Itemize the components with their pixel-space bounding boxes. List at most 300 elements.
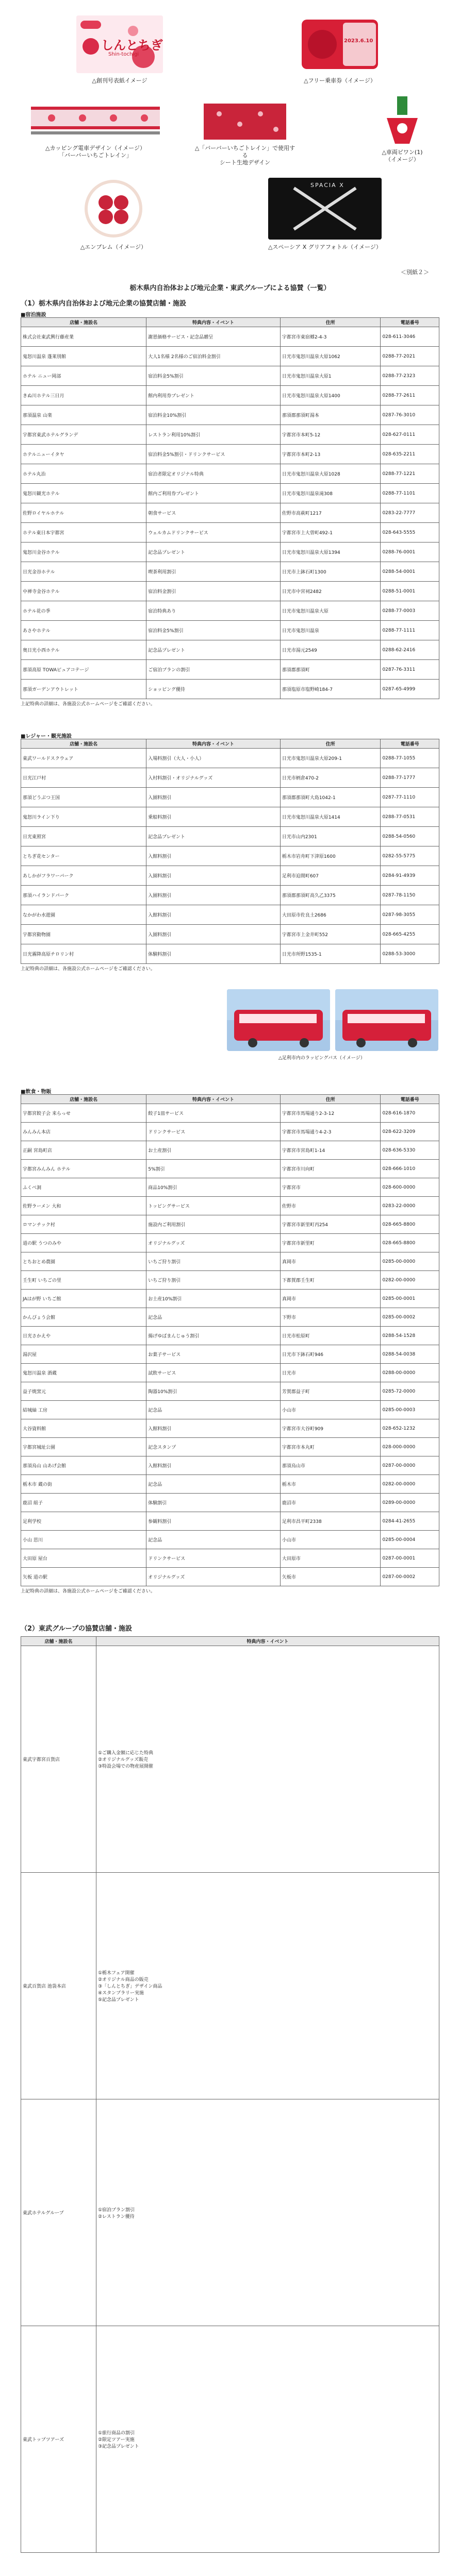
tobu-tbody — [21, 1646, 439, 2553]
emblem-art — [83, 178, 144, 240]
food-cell: 5%割引 — [146, 1160, 281, 1178]
leisure-cell: 大田原市佐良土2686 — [280, 905, 381, 925]
lodging-cell: 0288-54-0001 — [381, 562, 439, 582]
food-cell: 0288-00-0000 — [381, 1364, 439, 1382]
food-row — [21, 1327, 439, 1345]
food-cell: 矢板市 — [280, 1568, 381, 1586]
lodging-cell: 館内利用券プレゼント — [146, 386, 281, 405]
leisure-cell: 0284-91-4939 — [381, 866, 439, 886]
lodging-cell: 奥日光小西ホテル — [21, 640, 146, 660]
lodging-cell: 株式会社東武興行藤産業 — [21, 327, 146, 347]
food-cell: 宇都宮市新里町 — [280, 1234, 381, 1252]
food-cell: 028-622-3209 — [381, 1123, 439, 1141]
lodging-cell: 日光市鬼怒川温泉大原1394 — [280, 543, 381, 562]
lodging-cell: 0288-77-2323 — [381, 366, 439, 386]
food-cell: 佐野ラーメン 大和 — [21, 1197, 146, 1215]
food-cell: 益子焼窯元 — [21, 1382, 146, 1401]
bus-photo-caption: △足利市内のラッピングバス（イメージ） — [278, 1056, 365, 1061]
lodging-cell: 日光市鬼怒川温泉大原1028 — [280, 464, 381, 484]
bus-art-2 — [335, 989, 438, 1051]
tobu-header-row — [21, 1637, 439, 1646]
food-cell: お土産10%割引 — [146, 1290, 281, 1308]
leisure-cell: 0287-98-3055 — [381, 905, 439, 925]
lodging-cell: ホテル東日本宇都宮 — [21, 523, 146, 543]
lodging-row — [21, 660, 439, 680]
food-cell: 大谷資料館 — [21, 1419, 146, 1438]
food-cell: 小山市 — [280, 1401, 381, 1419]
lodging-cell: 0288-77-2021 — [381, 347, 439, 366]
free-ticket-art — [297, 15, 383, 73]
food-row — [21, 1419, 439, 1438]
seat-design-art — [193, 100, 297, 142]
leisure-cell: 0288-77-0531 — [381, 807, 439, 827]
tobu-table — [21, 1636, 439, 2553]
lodging-row — [21, 464, 439, 484]
leisure-cell: 日光江戸村 — [21, 768, 146, 788]
food-row — [21, 1456, 439, 1475]
leisure-cell: 那須ハイランドパーク — [21, 886, 146, 905]
food-cell: みんみん本店 — [21, 1123, 146, 1141]
food-row — [21, 1234, 439, 1252]
leisure-cell: とちぎ花センター — [21, 846, 146, 866]
food-cell: 日光市松原町 — [280, 1327, 381, 1345]
food-cell: 記念品 — [146, 1308, 281, 1327]
lodging-note: 上記特典の詳細は、各施設公式ホームページをご確認ください。 — [21, 702, 155, 707]
free-ticket-image — [297, 15, 383, 73]
food-cell: 記念スタンプ — [146, 1438, 281, 1456]
lodging-row — [21, 601, 439, 621]
food-cell: いちご狩り割引 — [146, 1252, 281, 1271]
leisure-cell: 日光市所野1535-1 — [280, 944, 381, 964]
leisure-cell: 那須郡那須町高久乙3375 — [280, 886, 381, 905]
leisure-cell: 日光霧降高原チロリン村 — [21, 944, 146, 964]
leisure-cell: 那須郡那須町大島1042-1 — [280, 788, 381, 807]
lodging-header-cell: 店舗・施設名 — [21, 318, 146, 327]
lodging-cell: 那須温泉 山楽 — [21, 405, 146, 425]
food-cell: 0284-41-2655 — [381, 1512, 439, 1531]
food-cell: 宇都宮市大谷町909 — [280, 1419, 381, 1438]
leisure-cell: 記念品プレゼント — [146, 827, 281, 846]
lodging-row — [21, 621, 439, 640]
lodging-cell: 宿泊料金10%割引 — [146, 405, 281, 425]
food-row — [21, 1215, 439, 1234]
food-row — [21, 1438, 439, 1456]
food-cell: 記念品 — [146, 1475, 281, 1494]
food-cell: 028-616-1870 — [381, 1104, 439, 1123]
food-cell: トッピングサービス — [146, 1197, 281, 1215]
lodging-cell: 0288-51-0001 — [381, 582, 439, 601]
food-cell: 0285-00-0001 — [381, 1290, 439, 1308]
food-cell: 小山市 — [280, 1531, 381, 1549]
food-cell: 入館料割引 — [146, 1456, 281, 1475]
tobu-cell: ①栃木フェア開催 ②オリジナル商品の販売 ③「しんとちぎ」デザイン商品 ④スタンプラリー実施 ⑤記念品プレゼント — [96, 1873, 439, 2099]
lodging-row — [21, 523, 439, 543]
leisure-header-cell: 店舗・施設名 — [21, 739, 146, 749]
leisure-cell: 日光市鬼怒川温泉大原209-1 — [280, 749, 381, 768]
lodging-cell: 0288-77-0003 — [381, 601, 439, 621]
magazine-cover-card — [76, 15, 163, 84]
lodging-cell: 館内ご利用券プレゼント — [146, 484, 281, 503]
lodging-cell: 0288-77-1111 — [381, 621, 439, 640]
lodging-cell: 記念品プレゼント — [146, 640, 281, 660]
tobu-cell: ①旅行商品の割引 ②限定ツアー実施 ③記念品プレゼント — [96, 2326, 439, 2553]
lodging-cell: ウェルカムドリンクサービス — [146, 523, 281, 543]
food-row — [21, 1141, 439, 1160]
lodging-cell: 中禅寺金谷ホテル — [21, 582, 146, 601]
food-row — [21, 1382, 439, 1401]
train-wrap-caption: △カッピング電車デザイン（イメージ） 「バーバーいちごトレイン」 — [45, 145, 146, 159]
food-cell: 028-666-1010 — [381, 1160, 439, 1178]
lodging-row — [21, 543, 439, 562]
food-cell: 0287-00-0002 — [381, 1568, 439, 1586]
lodging-row — [21, 386, 439, 405]
leisure-cell: 0287-77-1110 — [381, 788, 439, 807]
leisure-row — [21, 866, 439, 886]
spacia-caption: △スペーシア X グリアフォトル（イメージ） — [268, 244, 382, 250]
leisure-cell: 那須どうぶつ王国 — [21, 788, 146, 807]
lodging-cell: 宿泊料金5%割引 — [146, 621, 281, 640]
leisure-row — [21, 749, 439, 768]
leisure-row — [21, 827, 439, 846]
food-cell: ドリンクサービス — [146, 1549, 281, 1568]
lodging-row — [21, 640, 439, 660]
lodging-cell: 宇都宮市上大曽町492-1 — [280, 523, 381, 543]
lodging-row — [21, 327, 439, 347]
section-1c-subhead: ■飲食・物販 — [21, 1089, 52, 1095]
food-row — [21, 1531, 439, 1549]
food-cell: 日光市下鉢石町946 — [280, 1345, 381, 1364]
lodging-cell: 028-635-2211 — [381, 445, 439, 464]
lodging-cell: ホテルニューイタヤ — [21, 445, 146, 464]
lodging-cell: 鬼怒川金谷ホテル — [21, 543, 146, 562]
food-cell: 0285-00-0003 — [381, 1401, 439, 1419]
seat-design-caption: △「バーバーいちごトレイン」で使用する シート生地デザイン — [194, 145, 295, 166]
lodging-cell: あさやホテル — [21, 621, 146, 640]
lodging-cell: 日光市鬼怒川温泉大原1400 — [280, 386, 381, 405]
food-cell: 028-636-5330 — [381, 1141, 439, 1160]
food-row — [21, 1549, 439, 1568]
lodging-cell: 0283-22-7777 — [381, 503, 439, 523]
food-cell: 餃子1皿サービス — [146, 1104, 281, 1123]
lodging-cell: 佐野市高萩町1217 — [280, 503, 381, 523]
food-cell: 0285-00-0004 — [381, 1531, 439, 1549]
leisure-cell: 日光市柄倉470-2 — [280, 768, 381, 788]
lodging-cell: 028-611-3046 — [381, 327, 439, 347]
tobu-header-cell: 店舗・施設名 — [21, 1637, 96, 1646]
leisure-cell: 0288-53-3000 — [381, 944, 439, 964]
lodging-cell: 028-627-0111 — [381, 425, 439, 445]
food-cell: 栃木市 — [280, 1475, 381, 1494]
food-header-cell: 住所 — [280, 1095, 381, 1104]
lodging-tbody — [21, 327, 439, 699]
leisure-header-cell: 電話番号 — [381, 739, 439, 749]
food-cell: ドリンクサービス — [146, 1123, 281, 1141]
food-cell: 0282-00-0000 — [381, 1475, 439, 1494]
lodging-cell: ホテル丸治 — [21, 464, 146, 484]
lodging-cell: 日光市鬼怒川温泉大原 — [280, 601, 381, 621]
lodging-cell: 0287-76-3311 — [381, 660, 439, 680]
leisure-cell: 入場料割引（大人・小人） — [146, 749, 281, 768]
lodging-row — [21, 366, 439, 386]
leisure-header-cell: 特典内容・イベント — [146, 739, 281, 749]
tobu-cell: 東武宇都宮百貨店 — [21, 1646, 96, 1873]
food-cell: 鬼怒川温泉 酒蔵 — [21, 1364, 146, 1382]
strap-card — [376, 94, 428, 163]
food-row — [21, 1197, 439, 1215]
food-cell: 0285-00-0000 — [381, 1252, 439, 1271]
section-1a-subhead: ■宿泊施設 — [21, 312, 46, 318]
food-header-cell: 店舗・施設名 — [21, 1095, 146, 1104]
food-cell: 商品10%割引 — [146, 1178, 281, 1197]
leisure-table-wrap — [21, 739, 439, 973]
food-tbody — [21, 1104, 439, 1586]
food-cell: JAはが野 いちご館 — [21, 1290, 146, 1308]
tobu-cell: 東武百貨店 池袋本店 — [21, 1873, 96, 2099]
food-cell: 宇都宮市馬場通り4-2-3 — [280, 1123, 381, 1141]
logo-main: しんとちぎ — [101, 38, 163, 53]
lodging-cell: 謝恩価格サービス・記念品贈呈 — [146, 327, 281, 347]
lodging-cell: 日光市鬼怒川温泉滝308 — [280, 484, 381, 503]
food-cell: オリジナルグッズ — [146, 1234, 281, 1252]
food-cell: 0285-00-0002 — [381, 1308, 439, 1327]
leisure-cell: なかがわ水遊園 — [21, 905, 146, 925]
food-cell: 宇都宮市新里町丙254 — [280, 1215, 381, 1234]
food-cell: 日光市 — [280, 1364, 381, 1382]
emblem-card — [77, 178, 150, 251]
leisure-cell: 入館料割引 — [146, 846, 281, 866]
food-cell: 結城紬 工房 — [21, 1401, 146, 1419]
strap-image — [376, 94, 428, 146]
magazine-cover-image — [76, 15, 163, 73]
leisure-row — [21, 768, 439, 788]
food-cell: 小山 思川 — [21, 1531, 146, 1549]
food-cell: 那須烏山市 — [280, 1456, 381, 1475]
leisure-cell: 体験料割引 — [146, 944, 281, 964]
lodging-cell: 0288-76-0001 — [381, 543, 439, 562]
food-row — [21, 1364, 439, 1382]
leisure-cell: 入館料割引 — [146, 905, 281, 925]
food-row — [21, 1123, 439, 1141]
food-row — [21, 1345, 439, 1364]
emblem-image — [83, 178, 144, 240]
lodging-row — [21, 445, 439, 464]
leisure-cell: 鬼怒川ライン下り — [21, 807, 146, 827]
lodging-cell: 日光金谷ホテル — [21, 562, 146, 582]
lodging-row — [21, 582, 439, 601]
leisure-header-cell: 住所 — [280, 739, 381, 749]
leisure-cell: 0282-55-5775 — [381, 846, 439, 866]
lodging-row — [21, 680, 439, 699]
food-cell: 陶器10%割引 — [146, 1382, 281, 1401]
food-cell: 試飲サービス — [146, 1364, 281, 1382]
food-header-row — [21, 1095, 439, 1104]
spacia-image — [268, 178, 382, 240]
food-row — [21, 1290, 439, 1308]
food-cell: 大田原市 — [280, 1549, 381, 1568]
food-cell: 道の駅 うつのみや — [21, 1234, 146, 1252]
leisure-cell: 028-665-4255 — [381, 925, 439, 944]
tobu-cell: ①宿泊プラン割引 ②レストラン優待 — [96, 2099, 439, 2326]
tobu-row — [21, 2099, 439, 2326]
food-cell: 宇都宮餃子会 来らっせ — [21, 1104, 146, 1123]
lodging-cell: 028-643-5555 — [381, 523, 439, 543]
food-cell: 0283-22-0000 — [381, 1197, 439, 1215]
lodging-cell: 日光市中宮祠2482 — [280, 582, 381, 601]
food-cell: オリジナルグッズ — [146, 1568, 281, 1586]
food-cell: 湯沢屋 — [21, 1345, 146, 1364]
food-row — [21, 1494, 439, 1512]
leisure-cell: 入園料割引 — [146, 788, 281, 807]
food-cell: 記念品 — [146, 1531, 281, 1549]
leisure-cell: 0288-54-0560 — [381, 827, 439, 846]
lodging-row — [21, 503, 439, 523]
food-cell: 028-000-0000 — [381, 1438, 439, 1456]
lodging-row — [21, 425, 439, 445]
food-row — [21, 1401, 439, 1419]
food-cell: 下都賀郡壬生町 — [280, 1271, 381, 1290]
lodging-row — [21, 405, 439, 425]
food-cell: 下野市 — [280, 1308, 381, 1327]
leisure-cell: あしかがフラワーパーク — [21, 866, 146, 886]
lodging-header-cell: 特典内容・イベント — [146, 318, 281, 327]
lodging-cell: ご宿泊プランの割引 — [146, 660, 281, 680]
food-cell: 宇都宮市馬場通り2-3-12 — [280, 1104, 381, 1123]
train-wrap-card — [31, 100, 160, 159]
food-row — [21, 1512, 439, 1531]
food-cell: 028-652-1232 — [381, 1419, 439, 1438]
food-row — [21, 1252, 439, 1271]
food-header-cell: 特典内容・イベント — [146, 1095, 281, 1104]
food-cell: 宇都宮みんみん ホテル — [21, 1160, 146, 1178]
lodging-cell: 鬼怒川観光ホテル — [21, 484, 146, 503]
bus-photo-1 — [227, 989, 330, 1051]
food-cell: 0282-00-0000 — [381, 1271, 439, 1290]
food-cell: 鹿沼 組子 — [21, 1494, 146, 1512]
lodging-cell: ホテル ニュー岡部 — [21, 366, 146, 386]
lodging-cell: 那須郡那須町湯本 — [280, 405, 381, 425]
leisure-cell: 入園料割引 — [146, 866, 281, 886]
food-cell: 0288-54-0038 — [381, 1345, 439, 1364]
leisure-cell: 0288-77-1777 — [381, 768, 439, 788]
lodging-cell: 宇都宮市本町2-13 — [280, 445, 381, 464]
lodging-cell: 日光市鬼怒川温泉 — [280, 621, 381, 640]
leisure-row — [21, 788, 439, 807]
food-table-wrap — [21, 1094, 439, 1595]
food-row — [21, 1178, 439, 1197]
section-2-title: （2）東武グループの協賛店舗・施設 — [21, 1625, 133, 1633]
food-header-cell: 電話番号 — [381, 1095, 439, 1104]
food-cell: 028-665-8800 — [381, 1234, 439, 1252]
food-cell: 真岡市 — [280, 1290, 381, 1308]
magazine-cover-caption: △創刊号表紙イメージ — [92, 77, 147, 84]
lodging-cell: きぬ川ホテル三日月 — [21, 386, 146, 405]
leisure-cell: 0288-77-1055 — [381, 749, 439, 768]
tobu-row — [21, 1646, 439, 1873]
food-cell: 028-665-8800 — [381, 1215, 439, 1234]
food-cell: 足利学校 — [21, 1512, 146, 1531]
food-cell: かんぴょう会館 — [21, 1308, 146, 1327]
leisure-table — [21, 739, 439, 964]
tobu-cell: 東武ホテルグループ — [21, 2099, 96, 2326]
food-cell: 栃木市 蔵の街 — [21, 1475, 146, 1494]
leisure-row — [21, 886, 439, 905]
lodging-cell: 宿泊者限定オリジナル特典 — [146, 464, 281, 484]
lodging-cell: 宿泊料金割引 — [146, 582, 281, 601]
lodging-row — [21, 347, 439, 366]
lodging-cell: ショッピング優待 — [146, 680, 281, 699]
food-cell: 宇都宮城址公園 — [21, 1438, 146, 1456]
food-cell: いちご狩り割引 — [146, 1271, 281, 1290]
lodging-cell: レストラン利用10%割引 — [146, 425, 281, 445]
food-note: 上記特典の詳細は、各施設公式ホームページをご確認ください。 — [21, 1589, 155, 1594]
tobu-cell: ①ご購入金額に応じた特典 ②オリジナルグッズ販売 ③特設会場での物産展開催 — [96, 1646, 439, 1873]
food-row — [21, 1308, 439, 1327]
food-cell: 施設内ご利用割引 — [146, 1215, 281, 1234]
lodging-cell: 宇都宮市本町5-12 — [280, 425, 381, 445]
tobu-row — [21, 2326, 439, 2553]
leisure-cell: 宇都宮市上金井町552 — [280, 925, 381, 944]
food-cell: 大田原 屋台 — [21, 1549, 146, 1568]
seat-design-card — [193, 100, 297, 166]
tobu-cell: 東武トップツアーズ — [21, 2326, 96, 2553]
food-cell: 宇都宮市本丸町 — [280, 1438, 381, 1456]
food-cell: お菓子サービス — [146, 1345, 281, 1364]
ref-label: ＜別紙２＞ — [401, 269, 429, 276]
strap-caption: △車両ピワン(1) （イメージ） — [382, 149, 423, 163]
emblem-caption: △エンブレム（イメージ） — [80, 244, 147, 250]
lodging-cell: 那須ガーデンアウトレット — [21, 680, 146, 699]
leisure-cell: 日光市山内2301 — [280, 827, 381, 846]
food-cell: 参観料割引 — [146, 1512, 281, 1531]
section-1-title: （1）栃木県内自治体および地元企業の協賛店舗・施設 — [21, 300, 187, 308]
ticket-badge: 2023.6.10 — [344, 38, 373, 44]
free-ticket-card — [297, 15, 383, 84]
lodging-cell: 日光市鬼怒川温泉大原1062 — [280, 347, 381, 366]
lodging-cell: ホテル花の季 — [21, 601, 146, 621]
spacia-label: SPACIA X — [310, 182, 344, 189]
food-row — [21, 1568, 439, 1586]
lodging-cell: 0288-77-1101 — [381, 484, 439, 503]
lodging-table-wrap — [21, 317, 439, 708]
lodging-cell: 日光市上鉢石町1300 — [280, 562, 381, 582]
bus-photo-2 — [335, 989, 438, 1051]
lodging-header-cell: 電話番号 — [381, 318, 439, 327]
leisure-row — [21, 846, 439, 866]
leisure-row — [21, 944, 439, 964]
leisure-cell: 入村料割引・オリジナルグッズ — [146, 768, 281, 788]
food-cell: 0289-00-0000 — [381, 1494, 439, 1512]
lodging-cell: 0287-65-4999 — [381, 680, 439, 699]
lodging-row — [21, 562, 439, 582]
strap-art — [376, 94, 428, 146]
food-cell: 矢板 道の駅 — [21, 1568, 146, 1586]
lodging-table — [21, 317, 439, 699]
food-table — [21, 1094, 439, 1586]
food-cell: 芳賀郡益子町 — [280, 1382, 381, 1401]
food-cell: 0288-54-1528 — [381, 1327, 439, 1345]
food-cell: 0285-72-0000 — [381, 1382, 439, 1401]
lodging-cell: 喫茶利用割引 — [146, 562, 281, 582]
food-cell: 028-600-0000 — [381, 1178, 439, 1197]
food-cell: 鹿沼市 — [280, 1494, 381, 1512]
lodging-cell: 0287-76-3010 — [381, 405, 439, 425]
food-row — [21, 1475, 439, 1494]
leisure-cell: 入園料割引 — [146, 886, 281, 905]
leisure-cell: 0287-78-1150 — [381, 886, 439, 905]
food-cell: 宇都宮市宮島町1-14 — [280, 1141, 381, 1160]
section-1b-subhead: ■レジャー・観光施設 — [21, 734, 72, 739]
food-cell: 記念品 — [146, 1401, 281, 1419]
